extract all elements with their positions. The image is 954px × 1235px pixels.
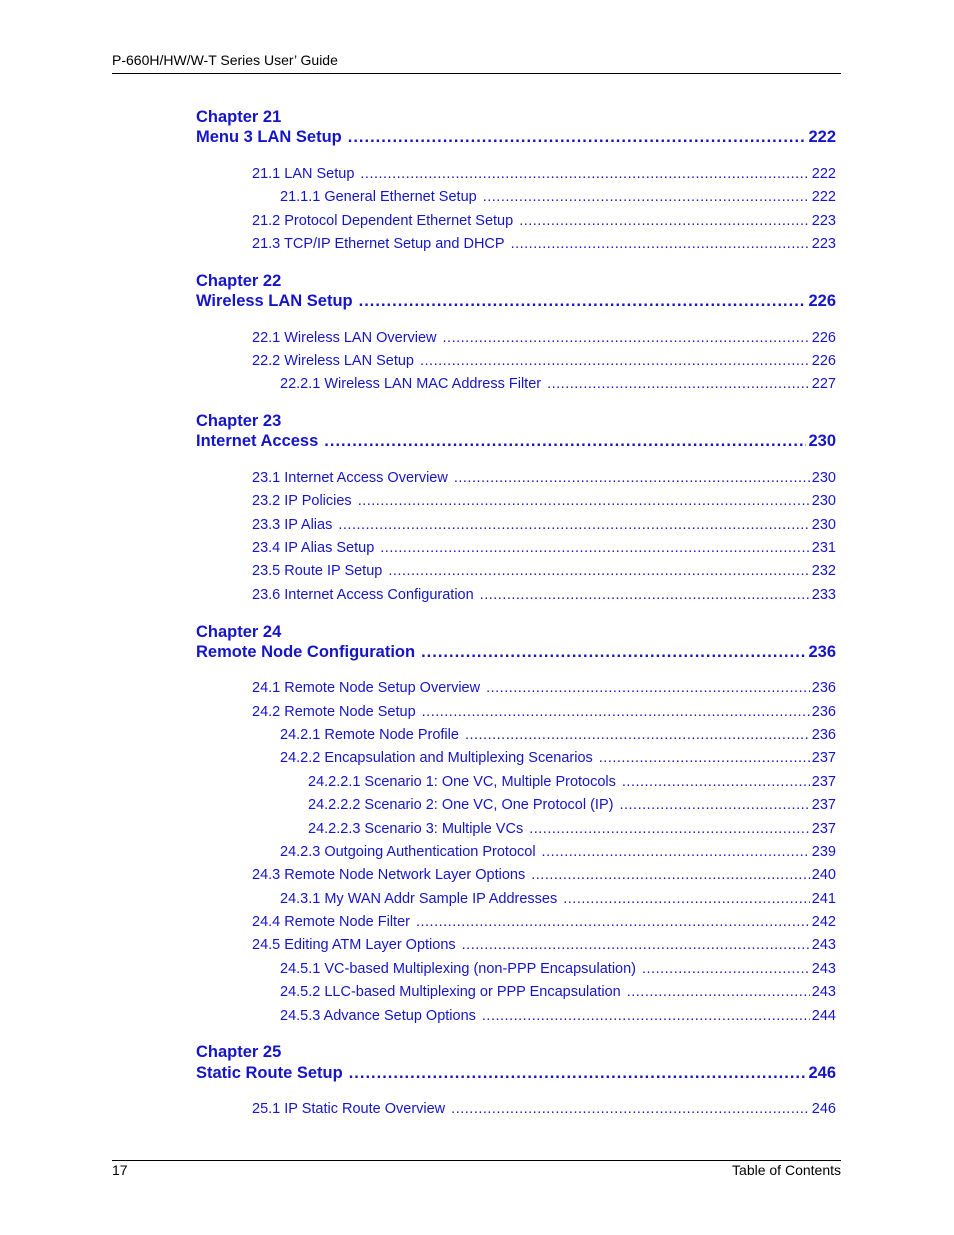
- toc-entry-24-3-1[interactable]: [280, 891, 836, 907]
- leader-dots: [547, 376, 810, 392]
- page-number: 237: [811, 797, 836, 813]
- leader-dots: [388, 563, 809, 579]
- toc-entry-23-5[interactable]: [252, 563, 836, 579]
- leader-dots: [421, 643, 806, 662]
- leader-dots: [619, 797, 809, 813]
- entry-text: 23.1 Internet Access Overview: [252, 470, 448, 486]
- chapter-23-title-link[interactable]: [196, 432, 836, 451]
- leader-dots: [480, 587, 810, 603]
- toc-entry-23-3[interactable]: [252, 517, 836, 533]
- entry-text: 23.6 Internet Access Configuration: [252, 587, 474, 603]
- leader-dots: [465, 727, 810, 743]
- toc-entry-23-2[interactable]: [252, 493, 836, 509]
- toc-entry-21-3[interactable]: [252, 236, 836, 252]
- toc-entry-21-1[interactable]: [252, 166, 836, 182]
- chapter-21-label[interactable]: Chapter 21: [196, 108, 282, 126]
- leader-dots: [519, 213, 810, 229]
- leader-dots: [531, 867, 810, 883]
- page-number: 237: [811, 750, 836, 766]
- page-number: 232: [811, 563, 836, 579]
- entry-text: 24.5 Editing ATM Layer Options: [252, 937, 456, 953]
- page-number: 222: [811, 166, 836, 182]
- toc-entry-24-5-3[interactable]: [280, 1008, 836, 1024]
- chapter-25-title-link[interactable]: [196, 1064, 836, 1083]
- leader-dots: [462, 937, 810, 953]
- entry-text: 24.2.2.2 Scenario 2: One VC, One Protocol (IP): [308, 797, 614, 813]
- entry-text: 21.3 TCP/IP Ethernet Setup and DHCP: [252, 236, 505, 252]
- entry-text: 24.5.3 Advance Setup Options: [280, 1008, 476, 1024]
- toc-entry-22-1[interactable]: [252, 330, 836, 346]
- chapter-title-text: Static Route Setup: [196, 1064, 343, 1082]
- page-number: 231: [811, 540, 836, 556]
- running-header: P-660H/HW/W-T Series User’ Guide: [112, 52, 338, 68]
- entry-text: 24.2.3 Outgoing Authentication Protocol: [280, 844, 536, 860]
- leader-dots: [622, 774, 810, 790]
- entry-text: 23.3 IP Alias: [252, 517, 333, 533]
- page-number: 226: [808, 292, 836, 310]
- page-number: 230: [811, 470, 836, 486]
- chapter-22-label[interactable]: Chapter 22: [196, 272, 282, 290]
- toc-entry-24-4[interactable]: [252, 914, 836, 930]
- header-rule: [112, 73, 841, 74]
- page-number: 243: [811, 961, 836, 977]
- page-number: 237: [811, 821, 836, 837]
- toc-entry-22-2-1[interactable]: [280, 376, 836, 392]
- toc-entry-23-4[interactable]: [252, 540, 836, 556]
- footer-rule: [112, 1160, 841, 1161]
- page-number: 230: [811, 493, 836, 509]
- footer-section-title: Table of Contents: [732, 1162, 841, 1178]
- leader-dots: [599, 750, 810, 766]
- toc-entry-24-5-1[interactable]: [280, 961, 836, 977]
- toc-entry-23-1[interactable]: [252, 470, 836, 486]
- leader-dots: [443, 330, 810, 346]
- entry-text: 24.2 Remote Node Setup: [252, 704, 416, 720]
- page-number: 241: [811, 891, 836, 907]
- leader-dots: [358, 493, 810, 509]
- entry-text: 21.1 LAN Setup: [252, 166, 355, 182]
- leader-dots: [542, 844, 810, 860]
- page-number: 222: [811, 189, 836, 205]
- leader-dots: [349, 1064, 807, 1083]
- page-number: 236: [811, 727, 836, 743]
- chapter-24-label[interactable]: Chapter 24: [196, 623, 282, 641]
- leader-dots: [627, 984, 810, 1000]
- entry-text: 24.4 Remote Node Filter: [252, 914, 410, 930]
- entry-text: 25.1 IP Static Route Overview: [252, 1101, 446, 1117]
- page-number: 242: [811, 914, 836, 930]
- leader-dots: [359, 292, 807, 311]
- entry-text: 24.1 Remote Node Setup Overview: [252, 680, 481, 696]
- chapter-title-text: Internet Access: [196, 432, 319, 450]
- leader-dots: [563, 891, 810, 907]
- page-number: 246: [811, 1101, 836, 1117]
- toc-entry-24-1[interactable]: [252, 680, 836, 696]
- page-number: 233: [811, 587, 836, 603]
- page-number: 243: [811, 984, 836, 1000]
- page-number: 230: [808, 432, 836, 450]
- leader-dots: [529, 821, 810, 837]
- leader-dots: [511, 236, 810, 252]
- leader-dots: [360, 166, 809, 182]
- page-number: 239: [811, 844, 836, 860]
- entry-text: 24.2.1 Remote Node Profile: [280, 727, 459, 743]
- leader-dots: [348, 128, 807, 147]
- entry-text: 24.2.2 Encapsulation and Multiplexing Scenarios: [280, 750, 593, 766]
- entry-text: 24.5.2 LLC-based Multiplexing or PPP Encapsulation: [280, 984, 621, 1000]
- leader-dots: [483, 189, 810, 205]
- toc-entry-21-2[interactable]: [252, 213, 836, 229]
- chapter-25-label[interactable]: Chapter 25: [196, 1043, 282, 1061]
- toc-entry-24-3[interactable]: [252, 867, 836, 883]
- page-number: 222: [808, 128, 836, 146]
- page-number: 240: [811, 867, 836, 883]
- leader-dots: [324, 432, 806, 451]
- chapter-23-label[interactable]: Chapter 23: [196, 412, 282, 430]
- entry-text: 23.5 Route IP Setup: [252, 563, 383, 579]
- page-number: 236: [811, 704, 836, 720]
- entry-text: 24.2.2.3 Scenario 3: Multiple VCs: [308, 821, 524, 837]
- leader-dots: [416, 914, 810, 930]
- leader-dots: [420, 353, 810, 369]
- entry-text: 21.2 Protocol Dependent Ethernet Setup: [252, 213, 514, 229]
- toc-entry-24-2-1[interactable]: [280, 727, 836, 743]
- toc-entry-24-5[interactable]: [252, 937, 836, 953]
- toc-entry-23-6[interactable]: [252, 587, 836, 603]
- toc-entry-24-5-2[interactable]: [280, 984, 836, 1000]
- leader-dots: [451, 1101, 810, 1117]
- page-number: 226: [811, 330, 836, 346]
- toc-entry-24-2-2-1[interactable]: [308, 774, 836, 790]
- page-number: 223: [811, 236, 836, 252]
- entry-text: 24.5.1 VC-based Multiplexing (non-PPP Encapsulation): [280, 961, 636, 977]
- entry-text: 21.1.1 General Ethernet Setup: [280, 189, 477, 205]
- toc-entry-25-1[interactable]: [252, 1101, 836, 1117]
- leader-dots: [482, 1008, 810, 1024]
- toc-entry-21-1-1[interactable]: [280, 189, 836, 205]
- entry-text: 23.4 IP Alias Setup: [252, 540, 375, 556]
- page-number: 246: [808, 1064, 836, 1082]
- entry-text: 23.2 IP Policies: [252, 493, 352, 509]
- toc-entry-24-2-2-2[interactable]: [308, 797, 836, 813]
- chapter-22-title-link[interactable]: [196, 292, 836, 311]
- leader-dots: [380, 540, 810, 556]
- page-number: 223: [811, 213, 836, 229]
- chapter-24-title-link[interactable]: [196, 643, 836, 662]
- chapter-title-text: Wireless LAN Setup: [196, 292, 353, 310]
- toc-entry-24-2-2-3[interactable]: [308, 821, 836, 837]
- leader-dots: [642, 961, 810, 977]
- entry-text: 24.3 Remote Node Network Layer Options: [252, 867, 526, 883]
- chapter-21-title-link[interactable]: [196, 128, 836, 147]
- leader-dots: [338, 517, 809, 533]
- chapter-title-text: Menu 3 LAN Setup: [196, 128, 342, 146]
- page-number: 236: [811, 680, 836, 696]
- toc-entry-24-2-3[interactable]: [280, 844, 836, 860]
- entry-text: 24.3.1 My WAN Addr Sample IP Addresses: [280, 891, 558, 907]
- chapter-title-text: Remote Node Configuration: [196, 643, 416, 661]
- entry-text: 22.1 Wireless LAN Overview: [252, 330, 437, 346]
- page-number: 244: [811, 1008, 836, 1024]
- toc-entry-22-2[interactable]: [252, 353, 836, 369]
- page-number: 236: [808, 643, 836, 661]
- leader-dots: [486, 680, 810, 696]
- page-number: 237: [811, 774, 836, 790]
- page-number: 243: [811, 937, 836, 953]
- page-number: 227: [811, 376, 836, 392]
- page-number: 226: [811, 353, 836, 369]
- toc-entry-24-2[interactable]: [252, 704, 836, 720]
- toc-entry-24-2-2[interactable]: [280, 750, 836, 766]
- entry-text: 22.2 Wireless LAN Setup: [252, 353, 414, 369]
- leader-dots: [454, 470, 810, 486]
- entry-text: 24.2.2.1 Scenario 1: One VC, Multiple Protocols: [308, 774, 616, 790]
- footer-page-number: 17: [112, 1162, 128, 1178]
- entry-text: 22.2.1 Wireless LAN MAC Address Filter: [280, 376, 542, 392]
- page-number: 230: [811, 517, 836, 533]
- leader-dots: [422, 704, 810, 720]
